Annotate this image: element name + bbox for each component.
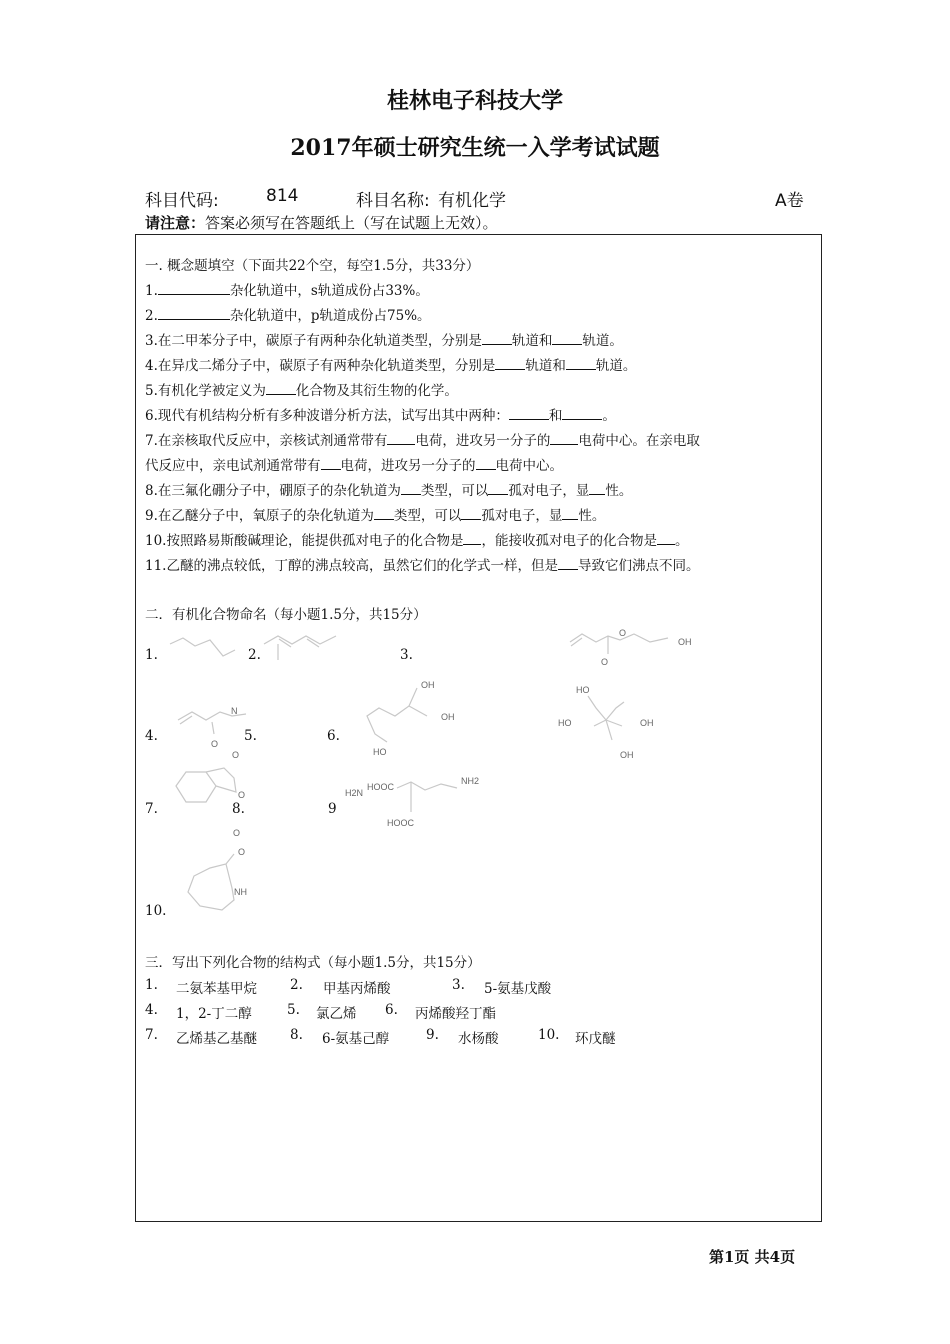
section3-title: 三．写出下列化合物的结构式（每小题1.5分，共15分） (145, 955, 481, 971)
question-9: 9.在乙醚分子中，氧原子的杂化轨道为 类型，可以 孤对电子，显 性。 (145, 508, 606, 524)
exam-title: 2017年硕士研究生统一入学考试试题 (290, 135, 660, 161)
structure-q-name: 5-氨基戊酸 (484, 981, 552, 997)
atom-o-4: O (211, 739, 219, 749)
atom-oh-p2: OH (620, 750, 634, 760)
structure-q-name: 环戊醚 (575, 1031, 616, 1047)
atom-oh-6a: OH (421, 680, 435, 690)
structure-q-num: 2. (290, 977, 303, 993)
notice (145, 212, 498, 233)
structure-q-name: 丙烯酸羟丁酯 (415, 1006, 496, 1022)
atom-hooc-9b: HOOC (387, 818, 414, 828)
atom-n-4: N (231, 706, 238, 716)
question-7: 7.在亲核取代反应中，亲核试剂通常带有 电荷，进攻另一分子的 电荷中心。在亲电取 (145, 433, 700, 449)
page-number: 第1页 共4页 (709, 1248, 796, 1266)
section2-title: 二．有机化合物命名（每小题1.5分，共15分） (145, 607, 427, 623)
question-5: 5.有机化学被定义为 化合物及其衍生物的化学。 (145, 383, 458, 399)
atom-oh-3: OH (678, 637, 692, 647)
structure-q-num: 5. (287, 1002, 300, 1018)
atom-oh-p1: OH (640, 718, 654, 728)
school-name: 桂林电子科技大学 (386, 88, 563, 114)
question-8: 8.在三氟化硼分子中，硼原子的杂化轨道为 类型，可以 孤对电子，显 性。 (145, 483, 633, 499)
subject-code-label: 科目代码: (145, 191, 219, 211)
structure-2 (262, 626, 342, 666)
naming-number-5: 5. (244, 728, 257, 744)
naming-number-1: 1. (145, 647, 158, 663)
subject-code: 814 (266, 186, 299, 206)
structure-q-name: 6-氨基己醇 (322, 1031, 390, 1047)
question-10: 10.按照路易斯酸碱理论，能提供孤对电子的化合物是 ，能接收孤对电子的化合物是 。 (145, 533, 689, 549)
structure-q-num: 4. (145, 1002, 158, 1018)
atom-hooc-9a: HOOC (367, 782, 394, 792)
question-11: 11.乙醚的沸点较低，丁醇的沸点较高，虽然它们的化学式一样，但是 导致它们沸点不同。 (145, 558, 700, 574)
atom-ho-p2: HO (558, 718, 572, 728)
structure-q-num: 8. (290, 1027, 303, 1043)
paper-version: A卷 (775, 191, 804, 211)
subject-name-label: 科目名称: (356, 191, 430, 211)
structure-4 (176, 700, 266, 750)
structure-q-num: 6. (385, 1002, 398, 1018)
structure-q-name: 甲基丙烯酸 (323, 981, 391, 997)
notice-text: 答案必须写在答题纸上（写在试题上无效）。 (205, 214, 498, 232)
structure-6 (365, 676, 465, 760)
structure-3 (568, 624, 698, 674)
atom-h2n-9: H2N (345, 788, 364, 798)
atom-o-10: O (238, 847, 246, 857)
structure-10 (182, 840, 282, 920)
naming-number-4: 4. (145, 728, 158, 744)
atom-o-7c: O (233, 828, 241, 838)
structure-q-num: 7. (145, 1027, 158, 1043)
question-1: 1. 杂化轨道中，s轨道成份占33%。 (145, 283, 429, 299)
naming-number-10: 10. (145, 903, 167, 919)
naming-number-3: 3. (400, 647, 413, 663)
atom-ho-6: HO (373, 747, 387, 757)
structure-q-name: 二氨苯基甲烷 (176, 981, 257, 997)
atom-ho-p1: HO (576, 685, 590, 695)
naming-number-9: 9 (328, 801, 337, 817)
atom-oh-6b: OH (441, 712, 455, 722)
structure-polyol (556, 682, 666, 766)
naming-number-6: 6. (327, 728, 340, 744)
question-2: 2. 杂化轨道中，p轨道成份占75%。 (145, 308, 431, 324)
question-7-continued: 代反应中，亲电试剂通常带有 电荷，进攻另一分子的 电荷中心。 (145, 458, 563, 474)
section1-title: 一. 概念题填空（下面共22个空，每空1.5分，共33分） (145, 258, 480, 274)
question-6: 6.现代有机结构分析有多种波谱分析方法，试写出其中两种： 和 。 (145, 408, 616, 424)
atom-nh2-9: NH2 (461, 776, 480, 786)
atom-o-3a: O (619, 628, 627, 638)
structure-q-num: 10. (538, 1027, 560, 1043)
structure-1 (165, 636, 235, 666)
atom-o-7b: O (238, 790, 246, 800)
subject-name: 有机化学 (438, 191, 506, 211)
structure-q-num: 1. (145, 977, 158, 993)
naming-number-2: 2. (248, 647, 261, 663)
structure-q-num: 9. (426, 1027, 439, 1043)
structure-q-name: 水杨酸 (458, 1031, 499, 1047)
atom-o-7a: O (232, 750, 240, 760)
question-3: 3.在二甲苯分子中，碳原子有两种杂化轨道类型，分别是 轨道和 轨道。 (145, 333, 623, 349)
atom-nh-10: NH (234, 887, 247, 897)
question-4: 4.在异戊二烯分子中，碳原子有两种杂化轨道类型，分别是 轨道和 轨道。 (145, 358, 637, 374)
structure-9 (345, 772, 495, 832)
naming-number-8: 8. (232, 801, 245, 817)
structure-q-name: 乙烯基乙基醚 (176, 1031, 257, 1047)
structure-q-name: 1，2-丁二醇 (176, 1006, 252, 1022)
structure-q-num: 3. (452, 977, 465, 993)
naming-number-7: 7. (145, 801, 158, 817)
structure-q-name: 氯乙烯 (316, 1006, 357, 1022)
atom-o-3b: O (601, 657, 609, 667)
notice-label: 请注意： (145, 214, 206, 232)
